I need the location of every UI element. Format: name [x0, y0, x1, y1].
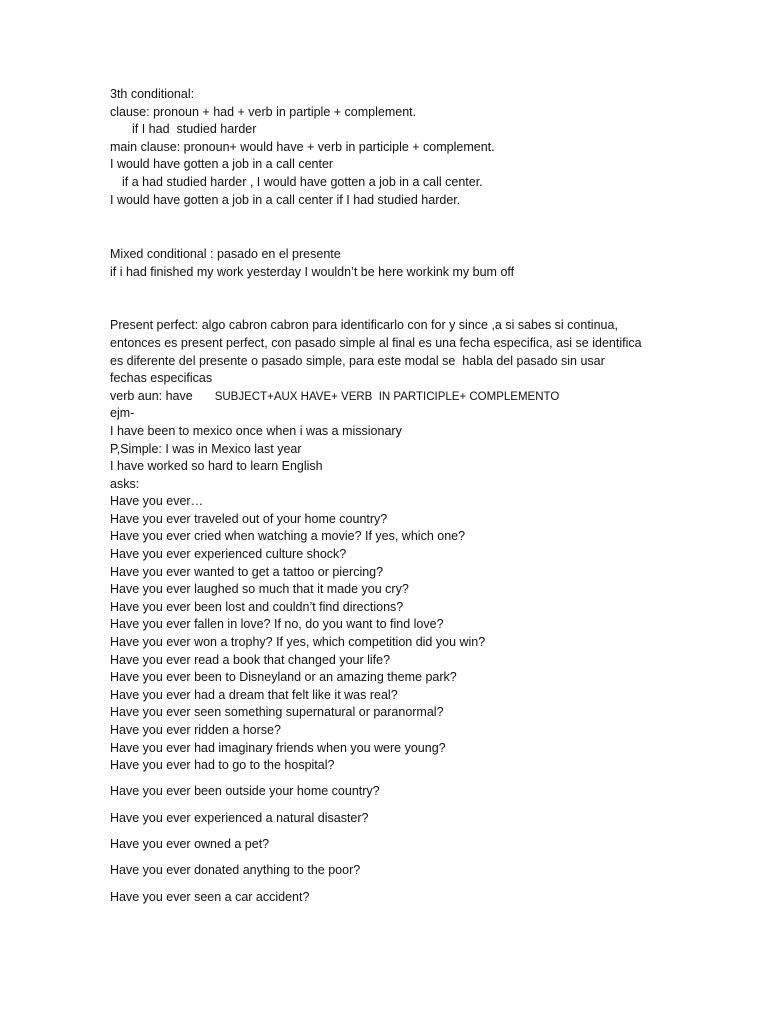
present-perfect-past-simple: P,Simple: I was in Mexico last year — [110, 441, 302, 456]
spaced-question-item: Have you ever seen a car accident? — [110, 889, 310, 904]
question-item: Have you ever wanted to get a tattoo or piercing? — [110, 564, 384, 579]
question-item: Have you ever been lost and couldn’t find directions? — [110, 599, 404, 614]
mixed-conditional-example: if i had finished my work yesterday I wouldn’t be here workink my bum off — [110, 264, 515, 279]
third-conditional-combined-2: I would have gotten a job in a call center if I had studied harder. — [110, 192, 461, 207]
third-conditional-heading: 3th conditional: — [110, 87, 195, 101]
spaced-question-list — [110, 783, 690, 906]
document-body — [110, 86, 690, 906]
spacer — [110, 281, 690, 317]
present-perfect-ejm: ejm- — [110, 406, 135, 421]
spaced-question-item: Have you ever experienced a natural disaster? — [110, 810, 369, 825]
spaced-question-item: Have you ever owned a pet? — [110, 837, 270, 852]
question-item: Have you ever had a dream that felt like it was real? — [110, 687, 398, 702]
present-perfect-explanation-line: entonces es present perfect, con pasado simple al final es una fecha especifica, asi se identifica — [110, 335, 642, 350]
question-item: Have you ever had imaginary friends when you were young? — [110, 740, 446, 755]
question-item: Have you ever seen something supernatural or paranormal? — [110, 705, 444, 720]
present-perfect-example-2: I have worked so hard to learn English — [110, 459, 323, 474]
spaced-question-item: Have you ever donated anything to the poor? — [110, 863, 361, 878]
third-conditional-main-clause: main clause: pronoun+ would have + verb in participle + complement. — [110, 139, 495, 154]
question-list — [110, 493, 690, 775]
question-item: Have you ever cried when watching a movie? If yes, which one? — [110, 529, 466, 544]
present-perfect-formula: SUBJECT+AUX HAVE+ VERB IN PARTICIPLE+ COMPLEMENTO — [214, 390, 560, 403]
question-item: Have you ever laughed so much that it made you cry? — [110, 582, 409, 597]
question-item: Have you ever traveled out of your home country? — [110, 511, 388, 526]
present-perfect-explanation-line: es diferente del presente o pasado simple, para este modal se habla del pasado sin usar — [110, 353, 605, 368]
third-conditional-combined-1: if a had studied harder , I would have gotten a job in a call center. — [122, 174, 483, 189]
present-perfect-asks: asks: — [110, 476, 140, 491]
third-conditional-clause: clause: pronoun + had + verb in partiple + complement. — [110, 104, 417, 119]
present-perfect-verb-line — [110, 388, 690, 406]
third-conditional-main-example: I would have gotten a job in a call center — [110, 157, 334, 172]
question-item: Have you ever… — [110, 494, 204, 509]
question-item: Have you ever had to go to the hospital? — [110, 758, 335, 773]
present-perfect-explanation-line: Present perfect: algo cabron cabron para identificarlo con for y since ,a si sabes si continua, — [110, 318, 618, 333]
present-perfect-verb-aux: verb aun: have — [110, 388, 193, 403]
present-perfect-example-1: I have been to mexico once when i was a missionary — [110, 423, 402, 438]
third-conditional-clause-example: if I had studied harder — [132, 122, 257, 137]
question-item: Have you ever won a trophy? If yes, which competition did you win? — [110, 635, 486, 650]
question-item: Have you ever been to Disneyland or an amazing theme park? — [110, 670, 457, 685]
question-item: Have you ever ridden a horse? — [110, 723, 281, 737]
question-item: Have you ever read a book that changed your life? — [110, 652, 391, 667]
question-item: Have you ever experienced culture shock? — [110, 547, 347, 562]
spaced-question-item: Have you ever been outside your home country? — [110, 784, 380, 799]
spacer — [110, 209, 690, 246]
question-item: Have you ever fallen in love? If no, do you want to find love? — [110, 617, 444, 632]
present-perfect-explanation-line: fechas especificas — [110, 371, 213, 386]
mixed-conditional-heading: Mixed conditional : pasado en el presente — [110, 247, 341, 262]
